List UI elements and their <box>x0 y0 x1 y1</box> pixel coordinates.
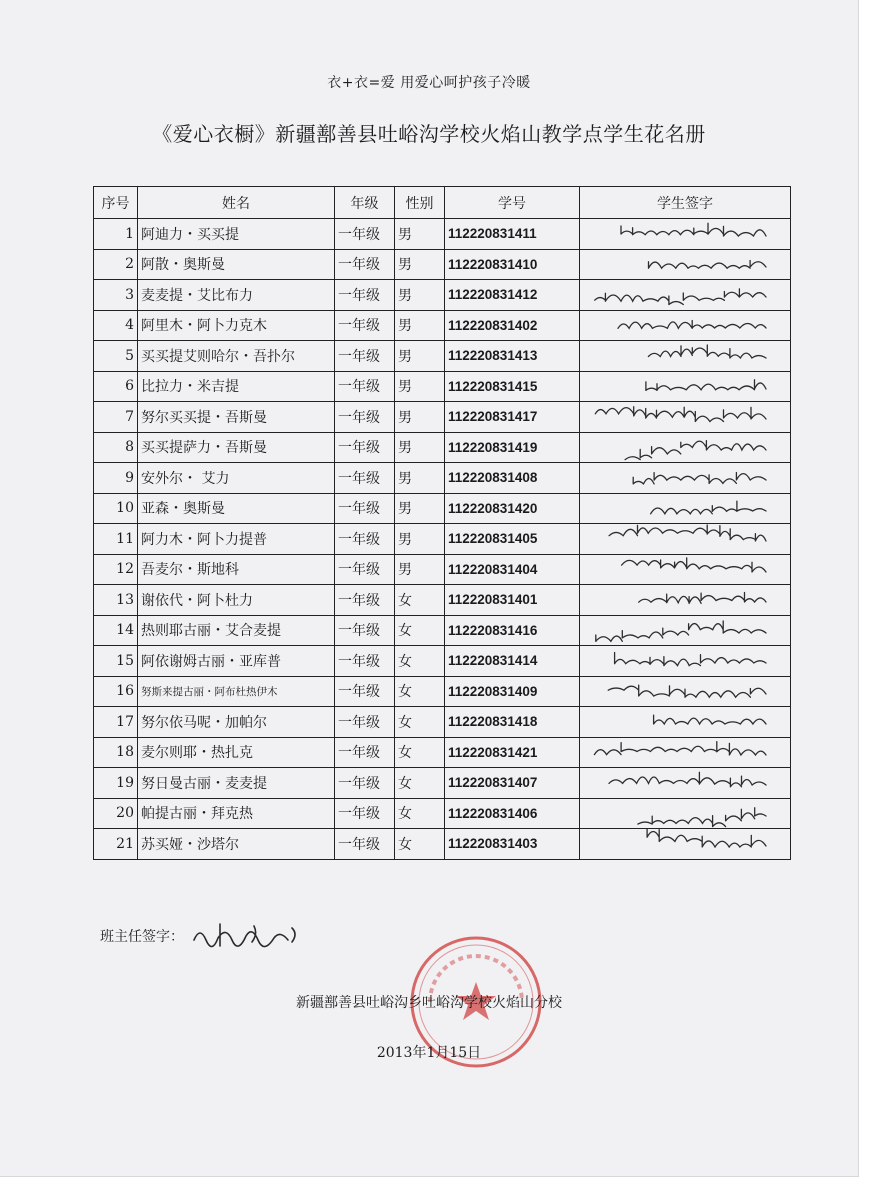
signature-cell <box>580 737 791 768</box>
seq-cell: 18 <box>94 737 138 768</box>
student-id-cell: 112220831414 <box>445 646 580 677</box>
document-date: 2013年1月15日 <box>376 1045 482 1061</box>
signature-handwriting <box>580 280 785 310</box>
grade-cell: 一年级 <box>335 585 395 616</box>
seq-cell: 4 <box>94 310 138 341</box>
table-row <box>94 585 791 616</box>
seq-cell: 8 <box>94 432 138 463</box>
gender-cell: 男 <box>395 249 445 280</box>
name-cell: 热则耶古丽・艾合麦提 <box>138 615 335 646</box>
name-cell: 阿里木・阿卜力克木 <box>138 310 335 341</box>
student-id-cell: 112220831408 <box>445 463 580 494</box>
name-cell: 买买提萨力・吾斯曼 <box>138 432 335 463</box>
signature-cell <box>580 493 791 524</box>
table-row <box>94 219 791 250</box>
gender-cell: 男 <box>395 493 445 524</box>
signature-handwriting <box>580 341 785 371</box>
name-cell: 阿依谢姆古丽・亚库普 <box>138 646 335 677</box>
teacher-signature-handwriting <box>190 916 340 956</box>
signature-cell <box>580 432 791 463</box>
seq-cell: 6 <box>94 371 138 402</box>
signature-cell <box>580 463 791 494</box>
gender-cell: 女 <box>395 768 445 799</box>
student-id-cell: 112220831404 <box>445 554 580 585</box>
grade-cell: 一年级 <box>335 829 395 860</box>
signature-handwriting <box>580 585 785 615</box>
seq-cell: 12 <box>94 554 138 585</box>
table-row <box>94 310 791 341</box>
signature-handwriting <box>580 463 785 493</box>
student-id-cell: 112220831416 <box>445 615 580 646</box>
name-cell: 阿力木・阿卜力提普 <box>138 524 335 555</box>
seq-cell: 11 <box>94 524 138 555</box>
name-cell: 麦麦提・艾比布力 <box>138 280 335 311</box>
table-row <box>94 829 791 860</box>
seq-cell: 3 <box>94 280 138 311</box>
student-id-cell: 112220831409 <box>445 676 580 707</box>
table-row <box>94 280 791 311</box>
gender-cell: 男 <box>395 402 445 433</box>
student-id-cell: 112220831410 <box>445 249 580 280</box>
signature-cell <box>580 615 791 646</box>
signature-cell <box>580 249 791 280</box>
name-cell: 努日曼古丽・麦麦提 <box>138 768 335 799</box>
signature-cell <box>580 585 791 616</box>
gender-cell: 男 <box>395 280 445 311</box>
student-id-cell: 112220831401 <box>445 585 580 616</box>
signature-handwriting <box>580 433 785 463</box>
name-cell: 努尔买买提・吾斯曼 <box>138 402 335 433</box>
name-cell: 苏买娅・沙塔尔 <box>138 829 335 860</box>
signature-cell <box>580 402 791 433</box>
name-cell: 努斯来提古丽・阿布杜热伊木 <box>138 676 335 707</box>
student-id-cell: 112220831411 <box>445 219 580 250</box>
signature-cell <box>580 707 791 738</box>
gender-cell: 男 <box>395 432 445 463</box>
student-id-cell: 112220831415 <box>445 371 580 402</box>
student-id-cell: 112220831413 <box>445 341 580 372</box>
table-row <box>94 493 791 524</box>
seq-cell: 21 <box>94 829 138 860</box>
table-body <box>94 219 791 860</box>
teacher-signature-label: 班主任签字： <box>100 929 184 945</box>
seq-cell: 13 <box>94 585 138 616</box>
grade-cell: 一年级 <box>335 737 395 768</box>
seq-cell: 16 <box>94 676 138 707</box>
signature-cell <box>580 310 791 341</box>
student-id-cell: 112220831412 <box>445 280 580 311</box>
signature-handwriting <box>580 799 785 829</box>
column-header-seq: 序号 <box>94 187 138 219</box>
signature-handwriting <box>580 524 785 554</box>
name-cell: 谢依代・阿卜杜力 <box>138 585 335 616</box>
gender-cell: 男 <box>395 341 445 372</box>
grade-cell: 一年级 <box>335 707 395 738</box>
signature-cell <box>580 798 791 829</box>
grade-cell: 一年级 <box>335 249 395 280</box>
name-cell: 买买提艾则哈尔・吾扑尔 <box>138 341 335 372</box>
seq-cell: 10 <box>94 493 138 524</box>
column-header-grade: 年级 <box>335 187 395 219</box>
seq-cell: 15 <box>94 646 138 677</box>
table-row <box>94 463 791 494</box>
gender-cell: 女 <box>395 737 445 768</box>
signature-handwriting <box>580 555 785 585</box>
signature-handwriting <box>580 250 785 280</box>
signature-handwriting <box>580 646 785 676</box>
table-row <box>94 798 791 829</box>
signature-handwriting <box>580 677 785 707</box>
seq-cell: 9 <box>94 463 138 494</box>
student-id-cell: 112220831402 <box>445 310 580 341</box>
grade-cell: 一年级 <box>335 615 395 646</box>
table-row <box>94 402 791 433</box>
table-row <box>94 768 791 799</box>
gender-cell: 男 <box>395 219 445 250</box>
grade-cell: 一年级 <box>335 310 395 341</box>
signature-handwriting <box>580 707 785 737</box>
seq-cell: 20 <box>94 798 138 829</box>
student-id-cell: 112220831419 <box>445 432 580 463</box>
student-id-cell: 112220831420 <box>445 493 580 524</box>
column-header-name: 姓名 <box>138 187 335 219</box>
grade-cell: 一年级 <box>335 463 395 494</box>
student-id-cell: 112220831407 <box>445 768 580 799</box>
gender-cell: 男 <box>395 554 445 585</box>
seq-cell: 1 <box>94 219 138 250</box>
signature-handwriting <box>580 738 785 768</box>
grade-cell: 一年级 <box>335 219 395 250</box>
document-title: 《爱心衣橱》新疆鄯善县吐峪沟学校火焰山教学点学生花名册 <box>152 122 706 146</box>
table-row <box>94 676 791 707</box>
table-row <box>94 646 791 677</box>
table-row <box>94 371 791 402</box>
name-cell: 吾麦尔・斯地科 <box>138 554 335 585</box>
slogan: 衣+衣=爱 用爱心呵护孩子冷暖 <box>327 75 531 91</box>
name-cell: 帕提古丽・拜克热 <box>138 798 335 829</box>
signature-handwriting <box>580 829 785 859</box>
grade-cell: 一年级 <box>335 524 395 555</box>
student-id-cell: 112220831403 <box>445 829 580 860</box>
seq-cell: 2 <box>94 249 138 280</box>
gender-cell: 女 <box>395 829 445 860</box>
signature-handwriting <box>580 402 785 432</box>
signature-handwriting <box>580 616 785 646</box>
signature-cell <box>580 646 791 677</box>
table-row <box>94 554 791 585</box>
table-row <box>94 737 791 768</box>
student-id-cell: 112220831405 <box>445 524 580 555</box>
grade-cell: 一年级 <box>335 646 395 677</box>
column-header-student-id: 学号 <box>445 187 580 219</box>
column-header-signature: 学生签字 <box>580 187 791 219</box>
gender-cell: 男 <box>395 371 445 402</box>
table-row <box>94 341 791 372</box>
signature-cell <box>580 371 791 402</box>
table-row <box>94 707 791 738</box>
signature-cell <box>580 524 791 555</box>
grade-cell: 一年级 <box>335 371 395 402</box>
seq-cell: 5 <box>94 341 138 372</box>
signature-cell <box>580 768 791 799</box>
gender-cell: 女 <box>395 707 445 738</box>
seq-cell: 7 <box>94 402 138 433</box>
signature-cell <box>580 219 791 250</box>
seq-cell: 19 <box>94 768 138 799</box>
seq-cell: 14 <box>94 615 138 646</box>
grade-cell: 一年级 <box>335 798 395 829</box>
name-cell: 麦尔则耶・热扎克 <box>138 737 335 768</box>
grade-cell: 一年级 <box>335 432 395 463</box>
name-cell: 阿迪力・买买提 <box>138 219 335 250</box>
gender-cell: 男 <box>395 463 445 494</box>
gender-cell: 女 <box>395 798 445 829</box>
gender-cell: 男 <box>395 310 445 341</box>
grade-cell: 一年级 <box>335 554 395 585</box>
table-row <box>94 432 791 463</box>
grade-cell: 一年级 <box>335 493 395 524</box>
grade-cell: 一年级 <box>335 341 395 372</box>
table-row <box>94 249 791 280</box>
signature-cell <box>580 280 791 311</box>
student-id-cell: 112220831421 <box>445 737 580 768</box>
seq-cell: 17 <box>94 707 138 738</box>
signature-cell <box>580 341 791 372</box>
column-header-gender: 性别 <box>395 187 445 219</box>
signature-cell <box>580 829 791 860</box>
signature-handwriting <box>580 311 785 341</box>
name-cell: 安外尔・ 艾力 <box>138 463 335 494</box>
student-id-cell: 112220831418 <box>445 707 580 738</box>
signature-cell <box>580 554 791 585</box>
table-row <box>94 524 791 555</box>
grade-cell: 一年级 <box>335 676 395 707</box>
table-row <box>94 615 791 646</box>
signature-handwriting <box>580 372 785 402</box>
grade-cell: 一年级 <box>335 280 395 311</box>
student-id-cell: 112220831417 <box>445 402 580 433</box>
gender-cell: 男 <box>395 524 445 555</box>
name-cell: 比拉力・米吉提 <box>138 371 335 402</box>
school-name: 新疆鄯善县吐峪沟乡吐峪沟学校火焰山分校 <box>296 995 562 1011</box>
gender-cell: 女 <box>395 676 445 707</box>
name-cell: 努尔依马呢・加帕尔 <box>138 707 335 738</box>
gender-cell: 女 <box>395 615 445 646</box>
table-header-row <box>94 187 791 219</box>
signature-cell <box>580 676 791 707</box>
gender-cell: 女 <box>395 585 445 616</box>
name-cell: 亚森・奥斯曼 <box>138 493 335 524</box>
grade-cell: 一年级 <box>335 402 395 433</box>
student-roster-table <box>93 186 791 860</box>
gender-cell: 女 <box>395 646 445 677</box>
name-cell: 阿散・奥斯曼 <box>138 249 335 280</box>
signature-handwriting <box>580 494 785 524</box>
student-id-cell: 112220831406 <box>445 798 580 829</box>
grade-cell: 一年级 <box>335 768 395 799</box>
signature-handwriting <box>580 219 785 249</box>
signature-handwriting <box>580 768 785 798</box>
